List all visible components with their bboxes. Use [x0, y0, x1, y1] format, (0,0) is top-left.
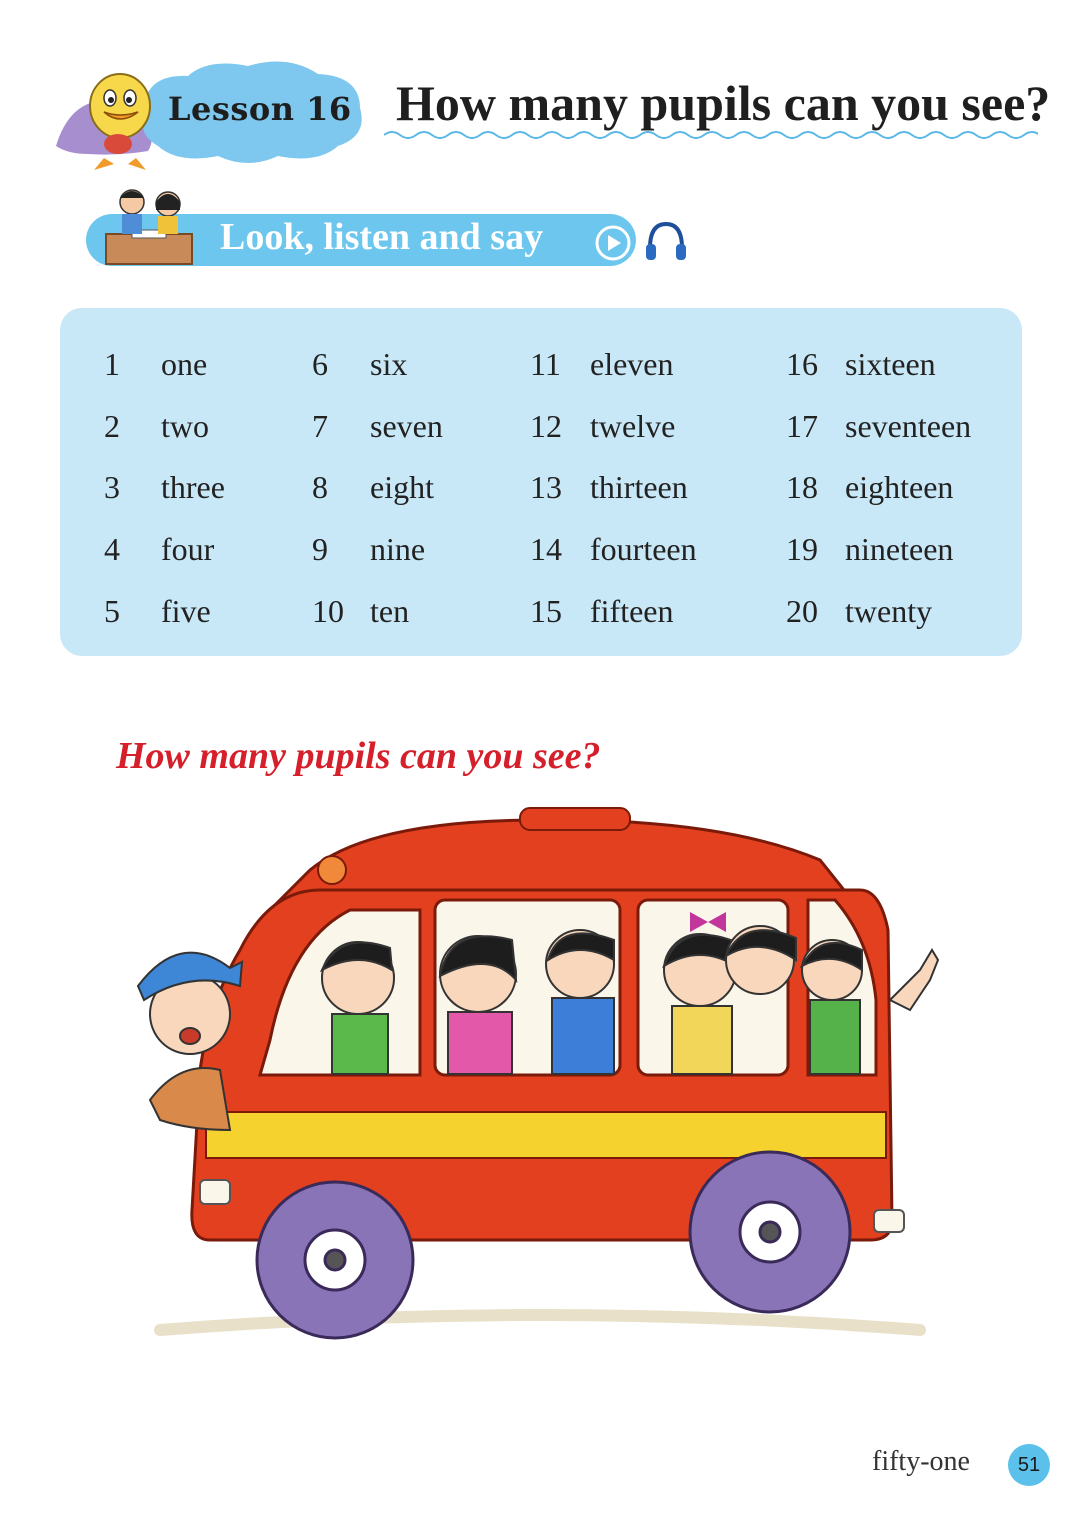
number-digit: 6	[312, 346, 328, 382]
play-icon[interactable]	[594, 224, 632, 262]
number-word: eight	[370, 469, 434, 505]
number-word: seventeen	[845, 408, 972, 444]
number-digit: 1	[104, 346, 120, 382]
number-word: two	[161, 408, 209, 444]
number-digit: 10	[312, 593, 344, 629]
school-bus-illustration	[120, 800, 960, 1370]
section-label: Look, listen and say	[220, 216, 544, 258]
number-word: three	[161, 469, 225, 505]
number-word: four	[161, 531, 215, 567]
number-digit: 14	[530, 531, 562, 567]
number-word: ten	[370, 593, 410, 629]
number-digit: 9	[312, 531, 328, 567]
numbers-panel	[60, 308, 1022, 656]
number-digit: 3	[104, 469, 120, 505]
number-digit: 17	[786, 408, 818, 444]
number-word: nineteen	[845, 531, 954, 567]
number-word: eighteen	[845, 469, 954, 505]
page-number-badge: 51	[1008, 1444, 1050, 1486]
number-digit: 2	[104, 408, 120, 444]
number-digit: 16	[786, 346, 818, 382]
title-underline-wave	[384, 128, 1038, 142]
number-word: twenty	[845, 593, 933, 629]
headphones-icon[interactable]	[644, 220, 688, 262]
number-digit: 18	[786, 469, 818, 505]
number-word: twelve	[590, 408, 676, 444]
number-digit: 15	[530, 593, 562, 629]
page-number-word: fifty-one	[872, 1446, 970, 1477]
number-digit: 19	[786, 531, 818, 567]
number-word: one	[161, 346, 208, 382]
number-word: six	[370, 346, 408, 382]
number-digit: 13	[530, 469, 562, 505]
number-digit: 11	[530, 346, 561, 382]
number-digit: 5	[104, 593, 120, 629]
number-digit: 8	[312, 469, 328, 505]
lesson-label: Lesson 16	[168, 90, 352, 128]
number-word: thirteen	[590, 469, 688, 505]
number-word: five	[161, 593, 211, 629]
number-word: fourteen	[590, 531, 697, 567]
question-prompt: How many pupils can you see?	[116, 735, 601, 777]
page-title: How many pupils can you see?	[396, 75, 1051, 131]
number-word: fifteen	[590, 593, 674, 629]
number-digit: 4	[104, 531, 120, 567]
number-word: sixteen	[845, 346, 936, 382]
number-word: nine	[370, 531, 426, 567]
number-digit: 7	[312, 408, 328, 444]
kids-reading-icon	[102, 186, 202, 272]
number-digit: 20	[786, 593, 818, 629]
number-word: eleven	[590, 346, 674, 382]
number-digit: 12	[530, 408, 562, 444]
number-word: seven	[370, 408, 443, 444]
